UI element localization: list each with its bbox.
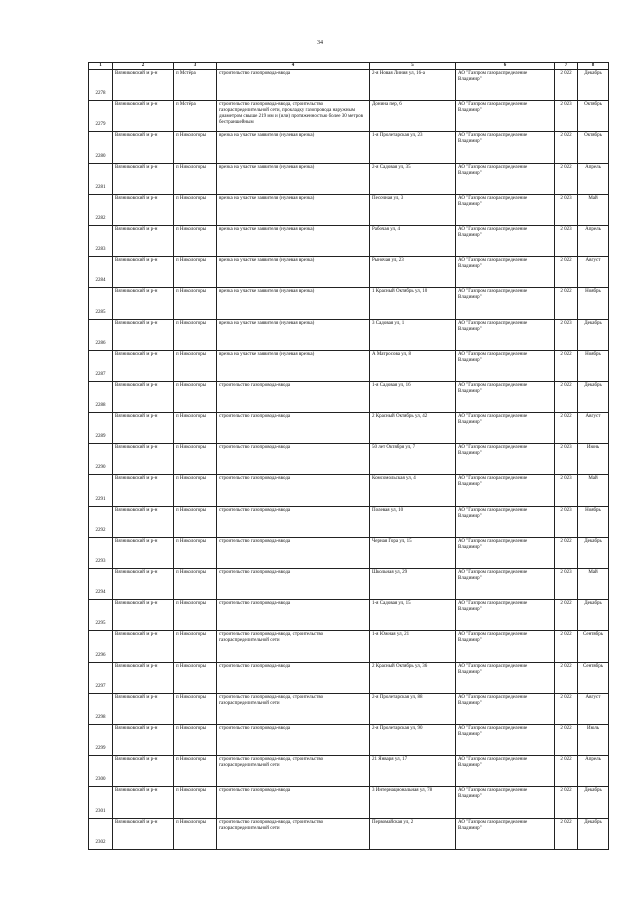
row-number: 2284 bbox=[89, 257, 113, 288]
locality-cell: п Никологоры bbox=[174, 787, 217, 818]
organization-cell: АО "Газпром газораспределение Владимир" bbox=[456, 288, 555, 319]
district-cell: Вязниковский м р-н bbox=[113, 444, 174, 475]
header-col-4: 4 bbox=[217, 63, 370, 70]
year-cell: 2 022 bbox=[555, 70, 578, 101]
month-cell: Сентябрь bbox=[578, 662, 609, 693]
address-cell: Школьная ул, 29 bbox=[370, 569, 456, 600]
district-cell: Вязниковский м р-н bbox=[113, 288, 174, 319]
district-cell: Вязниковский м р-н bbox=[113, 475, 174, 506]
address-cell: 2-я Пролетарская ул, 90 bbox=[370, 724, 456, 755]
month-cell: Август bbox=[578, 413, 609, 444]
table-row bbox=[89, 787, 609, 818]
row-number: 2295 bbox=[89, 600, 113, 631]
district-cell: Вязниковский м р-н bbox=[113, 631, 174, 662]
header-col-8: 8 bbox=[578, 63, 609, 70]
table-row bbox=[89, 569, 609, 600]
work-type-cell: строительство газопровода-ввода bbox=[217, 724, 370, 755]
table-row bbox=[89, 756, 609, 787]
district-cell: Вязниковский м р-н bbox=[113, 693, 174, 724]
year-cell: 2 022 bbox=[555, 724, 578, 755]
page-number: 34 bbox=[317, 40, 323, 46]
year-cell: 2 023 bbox=[555, 506, 578, 537]
address-cell: 2-я Пролетарская ул, 88 bbox=[370, 693, 456, 724]
organization-cell: АО "Газпром газораспределение Владимир" bbox=[456, 537, 555, 568]
table-row bbox=[89, 818, 609, 849]
header-col-2: 2 bbox=[113, 63, 174, 70]
table-row bbox=[89, 132, 609, 163]
work-type-cell: строительство газопровода-ввода bbox=[217, 444, 370, 475]
organization-cell: АО "Газпром газораспределение Владимир" bbox=[456, 413, 555, 444]
row-number: 2290 bbox=[89, 444, 113, 475]
table-row bbox=[89, 288, 609, 319]
locality-cell: п Никологоры bbox=[174, 631, 217, 662]
table-row bbox=[89, 257, 609, 288]
address-cell: Полевая ул, 10 bbox=[370, 506, 456, 537]
district-cell: Вязниковский м р-н bbox=[113, 569, 174, 600]
row-number: 2300 bbox=[89, 756, 113, 787]
work-type-cell: строительство газопровода-ввода bbox=[217, 537, 370, 568]
organization-cell: АО "Газпром газораспределение Владимир" bbox=[456, 787, 555, 818]
header-row bbox=[89, 63, 609, 70]
address-cell: 50 лет Октября ул, 7 bbox=[370, 444, 456, 475]
organization-cell: АО "Газпром газораспределение Владимир" bbox=[456, 319, 555, 350]
district-cell: Вязниковский м р-н bbox=[113, 132, 174, 163]
work-type-cell: строительство газопровода-ввода bbox=[217, 70, 370, 101]
year-cell: 2 022 bbox=[555, 163, 578, 194]
year-cell: 2 022 bbox=[555, 288, 578, 319]
table-row bbox=[89, 70, 609, 101]
month-cell: Июнь bbox=[578, 444, 609, 475]
organization-cell: АО "Газпром газораспределение Владимир" bbox=[456, 225, 555, 256]
year-cell: 2 023 bbox=[555, 101, 578, 132]
work-type-cell: врезка на участке заявителя (нулевая врезка) bbox=[217, 194, 370, 225]
year-cell: 2 022 bbox=[555, 662, 578, 693]
month-cell: Ноябрь bbox=[578, 350, 609, 381]
table-row bbox=[89, 194, 609, 225]
year-cell: 2 022 bbox=[555, 350, 578, 381]
year-cell: 2 022 bbox=[555, 537, 578, 568]
locality-cell: п Никологоры bbox=[174, 163, 217, 194]
locality-cell: п Никологоры bbox=[174, 132, 217, 163]
address-cell: 21 Января ул, 17 bbox=[370, 756, 456, 787]
work-type-cell: строительство газопровода-ввода bbox=[217, 569, 370, 600]
locality-cell: п Никологоры bbox=[174, 506, 217, 537]
locality-cell: п Никологоры bbox=[174, 413, 217, 444]
month-cell: Декабрь bbox=[578, 381, 609, 412]
locality-cell: п Никологоры bbox=[174, 475, 217, 506]
row-number: 2283 bbox=[89, 225, 113, 256]
row-number: 2296 bbox=[89, 631, 113, 662]
work-type-cell: врезка на участке заявителя (нулевая врезка) bbox=[217, 225, 370, 256]
district-cell: Вязниковский м р-н bbox=[113, 413, 174, 444]
district-cell: Вязниковский м р-н bbox=[113, 381, 174, 412]
year-cell: 2 023 bbox=[555, 225, 578, 256]
locality-cell: п Никологоры bbox=[174, 724, 217, 755]
work-type-cell: строительство газопровода-ввода bbox=[217, 787, 370, 818]
work-type-cell: строительство газопровода-ввода, строительство газораспределительной сети bbox=[217, 818, 370, 849]
organization-cell: АО "Газпром газораспределение Владимир" bbox=[456, 506, 555, 537]
organization-cell: АО "Газпром газораспределение Владимир" bbox=[456, 132, 555, 163]
locality-cell: п Никологоры bbox=[174, 756, 217, 787]
organization-cell: АО "Газпром газораспределение Владимир" bbox=[456, 818, 555, 849]
month-cell: Апрель bbox=[578, 225, 609, 256]
organization-cell: АО "Газпром газораспределение Владимир" bbox=[456, 444, 555, 475]
header-col-5: 5 bbox=[370, 63, 456, 70]
row-number: 2297 bbox=[89, 662, 113, 693]
table-row bbox=[89, 631, 609, 662]
locality-cell: п Никологоры bbox=[174, 818, 217, 849]
organization-cell: АО "Газпром газораспределение Владимир" bbox=[456, 194, 555, 225]
year-cell: 2 022 bbox=[555, 257, 578, 288]
year-cell: 2 023 bbox=[555, 444, 578, 475]
table-row bbox=[89, 600, 609, 631]
organization-cell: АО "Газпром газораспределение Владимир" bbox=[456, 569, 555, 600]
table-row bbox=[89, 381, 609, 412]
district-cell: Вязниковский м р-н bbox=[113, 257, 174, 288]
table-row bbox=[89, 537, 609, 568]
address-cell: 1-я Садовая ул, 15 bbox=[370, 600, 456, 631]
row-number: 2287 bbox=[89, 350, 113, 381]
district-cell: Вязниковский м р-н bbox=[113, 787, 174, 818]
month-cell: Декабрь bbox=[578, 319, 609, 350]
month-cell: Декабрь bbox=[578, 70, 609, 101]
table-row bbox=[89, 475, 609, 506]
locality-cell: п Никологоры bbox=[174, 444, 217, 475]
address-cell: Донина пер, 6 bbox=[370, 101, 456, 132]
address-cell: Черная Гора ул, 15 bbox=[370, 537, 456, 568]
year-cell: 2 022 bbox=[555, 413, 578, 444]
organization-cell: АО "Газпром газораспределение Владимир" bbox=[456, 693, 555, 724]
organization-cell: АО "Газпром газораспределение Владимир" bbox=[456, 70, 555, 101]
row-number: 2279 bbox=[89, 101, 113, 132]
district-cell: Вязниковский м р-н bbox=[113, 506, 174, 537]
address-cell: 1-я Южная ул, 21 bbox=[370, 631, 456, 662]
month-cell: Сентябрь bbox=[578, 631, 609, 662]
address-cell: 1-я Садовая ул, 16 bbox=[370, 381, 456, 412]
gas-registry-table bbox=[88, 62, 609, 850]
table-row bbox=[89, 506, 609, 537]
table-row bbox=[89, 444, 609, 475]
address-cell: 2 Красный Октябрь ул, 36 bbox=[370, 662, 456, 693]
year-cell: 2 022 bbox=[555, 132, 578, 163]
table-row bbox=[89, 693, 609, 724]
organization-cell: АО "Газпром газораспределение Владимир" bbox=[456, 724, 555, 755]
month-cell: Май bbox=[578, 194, 609, 225]
locality-cell: п Мстёра bbox=[174, 101, 217, 132]
month-cell: Октябрь bbox=[578, 132, 609, 163]
district-cell: Вязниковский м р-н bbox=[113, 818, 174, 849]
year-cell: 2 022 bbox=[555, 818, 578, 849]
month-cell: Ноябрь bbox=[578, 288, 609, 319]
row-number: 2299 bbox=[89, 724, 113, 755]
address-cell: 2 Красный Октябрь ул, 42 bbox=[370, 413, 456, 444]
table-row bbox=[89, 662, 609, 693]
work-type-cell: врезка на участке заявителя (нулевая врезка) bbox=[217, 350, 370, 381]
table-row bbox=[89, 350, 609, 381]
table-row bbox=[89, 319, 609, 350]
address-cell: 3 Интернациональная ул, 78 bbox=[370, 787, 456, 818]
locality-cell: п Никологоры bbox=[174, 600, 217, 631]
header-col-3: 3 bbox=[174, 63, 217, 70]
address-cell: А Матросова ул, 8 bbox=[370, 350, 456, 381]
work-type-cell: врезка на участке заявителя (нулевая врезка) bbox=[217, 288, 370, 319]
month-cell: Май bbox=[578, 475, 609, 506]
district-cell: Вязниковский м р-н bbox=[113, 756, 174, 787]
district-cell: Вязниковский м р-н bbox=[113, 163, 174, 194]
row-number: 2294 bbox=[89, 569, 113, 600]
month-cell: Апрель bbox=[578, 756, 609, 787]
row-number: 2301 bbox=[89, 787, 113, 818]
month-cell: Декабрь bbox=[578, 787, 609, 818]
header-col-6: 6 bbox=[456, 63, 555, 70]
district-cell: Вязниковский м р-н bbox=[113, 70, 174, 101]
row-number: 2280 bbox=[89, 132, 113, 163]
locality-cell: п Никологоры bbox=[174, 225, 217, 256]
district-cell: Вязниковский м р-н bbox=[113, 194, 174, 225]
row-number: 2291 bbox=[89, 475, 113, 506]
organization-cell: АО "Газпром газораспределение Владимир" bbox=[456, 662, 555, 693]
year-cell: 2 022 bbox=[555, 381, 578, 412]
organization-cell: АО "Газпром газораспределение Владимир" bbox=[456, 381, 555, 412]
year-cell: 2 023 bbox=[555, 319, 578, 350]
row-number: 2293 bbox=[89, 537, 113, 568]
locality-cell: п Никологоры bbox=[174, 537, 217, 568]
month-cell: Ноябрь bbox=[578, 506, 609, 537]
year-cell: 2 022 bbox=[555, 787, 578, 818]
row-number: 2286 bbox=[89, 319, 113, 350]
organization-cell: АО "Газпром газораспределение Владимир" bbox=[456, 350, 555, 381]
district-cell: Вязниковский м р-н bbox=[113, 101, 174, 132]
table-row bbox=[89, 225, 609, 256]
district-cell: Вязниковский м р-н bbox=[113, 600, 174, 631]
work-type-cell: врезка на участке заявителя (нулевая врезка) bbox=[217, 163, 370, 194]
organization-cell: АО "Газпром газораспределение Владимир" bbox=[456, 257, 555, 288]
address-cell: 1 Красный Октябрь ул, 10 bbox=[370, 288, 456, 319]
work-type-cell: строительство газопровода-ввода, строительство газораспределительной сети bbox=[217, 631, 370, 662]
table-row bbox=[89, 101, 609, 132]
month-cell: Апрель bbox=[578, 163, 609, 194]
address-cell: Рыночая ул, 23 bbox=[370, 257, 456, 288]
locality-cell: п Никологоры bbox=[174, 288, 217, 319]
work-type-cell: врезка на участке заявителя (нулевая врезка) bbox=[217, 257, 370, 288]
address-cell: 2-я Садовая ул, 35 bbox=[370, 163, 456, 194]
work-type-cell: строительство газопровода-ввода, строительство газораспределительной сети bbox=[217, 693, 370, 724]
year-cell: 2 023 bbox=[555, 194, 578, 225]
locality-cell: п Никологоры bbox=[174, 257, 217, 288]
district-cell: Вязниковский м р-н bbox=[113, 319, 174, 350]
address-cell: Песочная ул, 3 bbox=[370, 194, 456, 225]
district-cell: Вязниковский м р-н bbox=[113, 724, 174, 755]
table-row bbox=[89, 724, 609, 755]
address-cell: 2-я Новая Линия ул, 16-а bbox=[370, 70, 456, 101]
organization-cell: АО "Газпром газораспределение Владимир" bbox=[456, 600, 555, 631]
table-header bbox=[89, 63, 609, 70]
work-type-cell: строительство газопровода-ввода bbox=[217, 381, 370, 412]
year-cell: 2 023 bbox=[555, 569, 578, 600]
district-cell: Вязниковский м р-н bbox=[113, 662, 174, 693]
work-type-cell: строительство газопровода-ввода bbox=[217, 506, 370, 537]
locality-cell: п Никологоры bbox=[174, 350, 217, 381]
month-cell: Декабрь bbox=[578, 537, 609, 568]
address-cell: 1-я Пролетарская ул, 23 bbox=[370, 132, 456, 163]
district-cell: Вязниковский м р-н bbox=[113, 350, 174, 381]
row-number: 2278 bbox=[89, 70, 113, 101]
year-cell: 2 022 bbox=[555, 631, 578, 662]
organization-cell: АО "Газпром газораспределение Владимир" bbox=[456, 631, 555, 662]
row-number: 2288 bbox=[89, 381, 113, 412]
row-number: 2289 bbox=[89, 413, 113, 444]
work-type-cell: строительство газопровода-ввода, строительство газораспределительной сети bbox=[217, 756, 370, 787]
address-cell: 3 Садовая ул, 1 bbox=[370, 319, 456, 350]
row-number: 2292 bbox=[89, 506, 113, 537]
month-cell: Август bbox=[578, 257, 609, 288]
locality-cell: п Никологоры bbox=[174, 381, 217, 412]
locality-cell: п Мстёра bbox=[174, 70, 217, 101]
work-type-cell: строительство газопровода-ввода bbox=[217, 413, 370, 444]
year-cell: 2 023 bbox=[555, 475, 578, 506]
year-cell: 2 022 bbox=[555, 693, 578, 724]
month-cell: Июль bbox=[578, 724, 609, 755]
month-cell: Декабрь bbox=[578, 818, 609, 849]
month-cell: Май bbox=[578, 569, 609, 600]
work-type-cell: строительство газопровода-ввода bbox=[217, 662, 370, 693]
work-type-cell: строительство газопровода-ввода, строительство газораспределительной сети, прокладку газопровода наружным диаметром свыше 219 мм и (или) протяженностью более 30 метров бестраншейным bbox=[217, 101, 370, 132]
year-cell: 2 022 bbox=[555, 600, 578, 631]
locality-cell: п Никологоры bbox=[174, 662, 217, 693]
row-number: 2281 bbox=[89, 163, 113, 194]
locality-cell: п Никологоры bbox=[174, 194, 217, 225]
month-cell: Декабрь bbox=[578, 600, 609, 631]
year-cell: 2 022 bbox=[555, 756, 578, 787]
row-number: 2298 bbox=[89, 693, 113, 724]
organization-cell: АО "Газпром газораспределение Владимир" bbox=[456, 475, 555, 506]
header-col-1: 1 bbox=[89, 63, 113, 70]
row-number: 2285 bbox=[89, 288, 113, 319]
district-cell: Вязниковский м р-н bbox=[113, 225, 174, 256]
organization-cell: АО "Газпром газораспределение Владимир" bbox=[456, 101, 555, 132]
month-cell: Август bbox=[578, 693, 609, 724]
organization-cell: АО "Газпром газораспределение Владимир" bbox=[456, 756, 555, 787]
table-row bbox=[89, 163, 609, 194]
work-type-cell: строительство газопровода-ввода bbox=[217, 475, 370, 506]
locality-cell: п Никологоры bbox=[174, 693, 217, 724]
work-type-cell: врезка на участке заявителя (нулевая врезка) bbox=[217, 319, 370, 350]
address-cell: Комсомольская ул, 4 bbox=[370, 475, 456, 506]
address-cell: Первомайская ул, 2 bbox=[370, 818, 456, 849]
row-number: 2302 bbox=[89, 818, 113, 849]
header-col-7: 7 bbox=[555, 63, 578, 70]
work-type-cell: врезка на участке заявителя (нулевая врезка) bbox=[217, 132, 370, 163]
address-cell: Рабочая ул, 4 bbox=[370, 225, 456, 256]
locality-cell: п Никологоры bbox=[174, 319, 217, 350]
locality-cell: п Никологоры bbox=[174, 569, 217, 600]
district-cell: Вязниковский м р-н bbox=[113, 537, 174, 568]
row-number: 2282 bbox=[89, 194, 113, 225]
table-body bbox=[89, 70, 609, 850]
month-cell: Октябрь bbox=[578, 101, 609, 132]
table-row bbox=[89, 413, 609, 444]
organization-cell: АО "Газпром газораспределение Владимир" bbox=[456, 163, 555, 194]
work-type-cell: строительство газопровода-ввода bbox=[217, 600, 370, 631]
